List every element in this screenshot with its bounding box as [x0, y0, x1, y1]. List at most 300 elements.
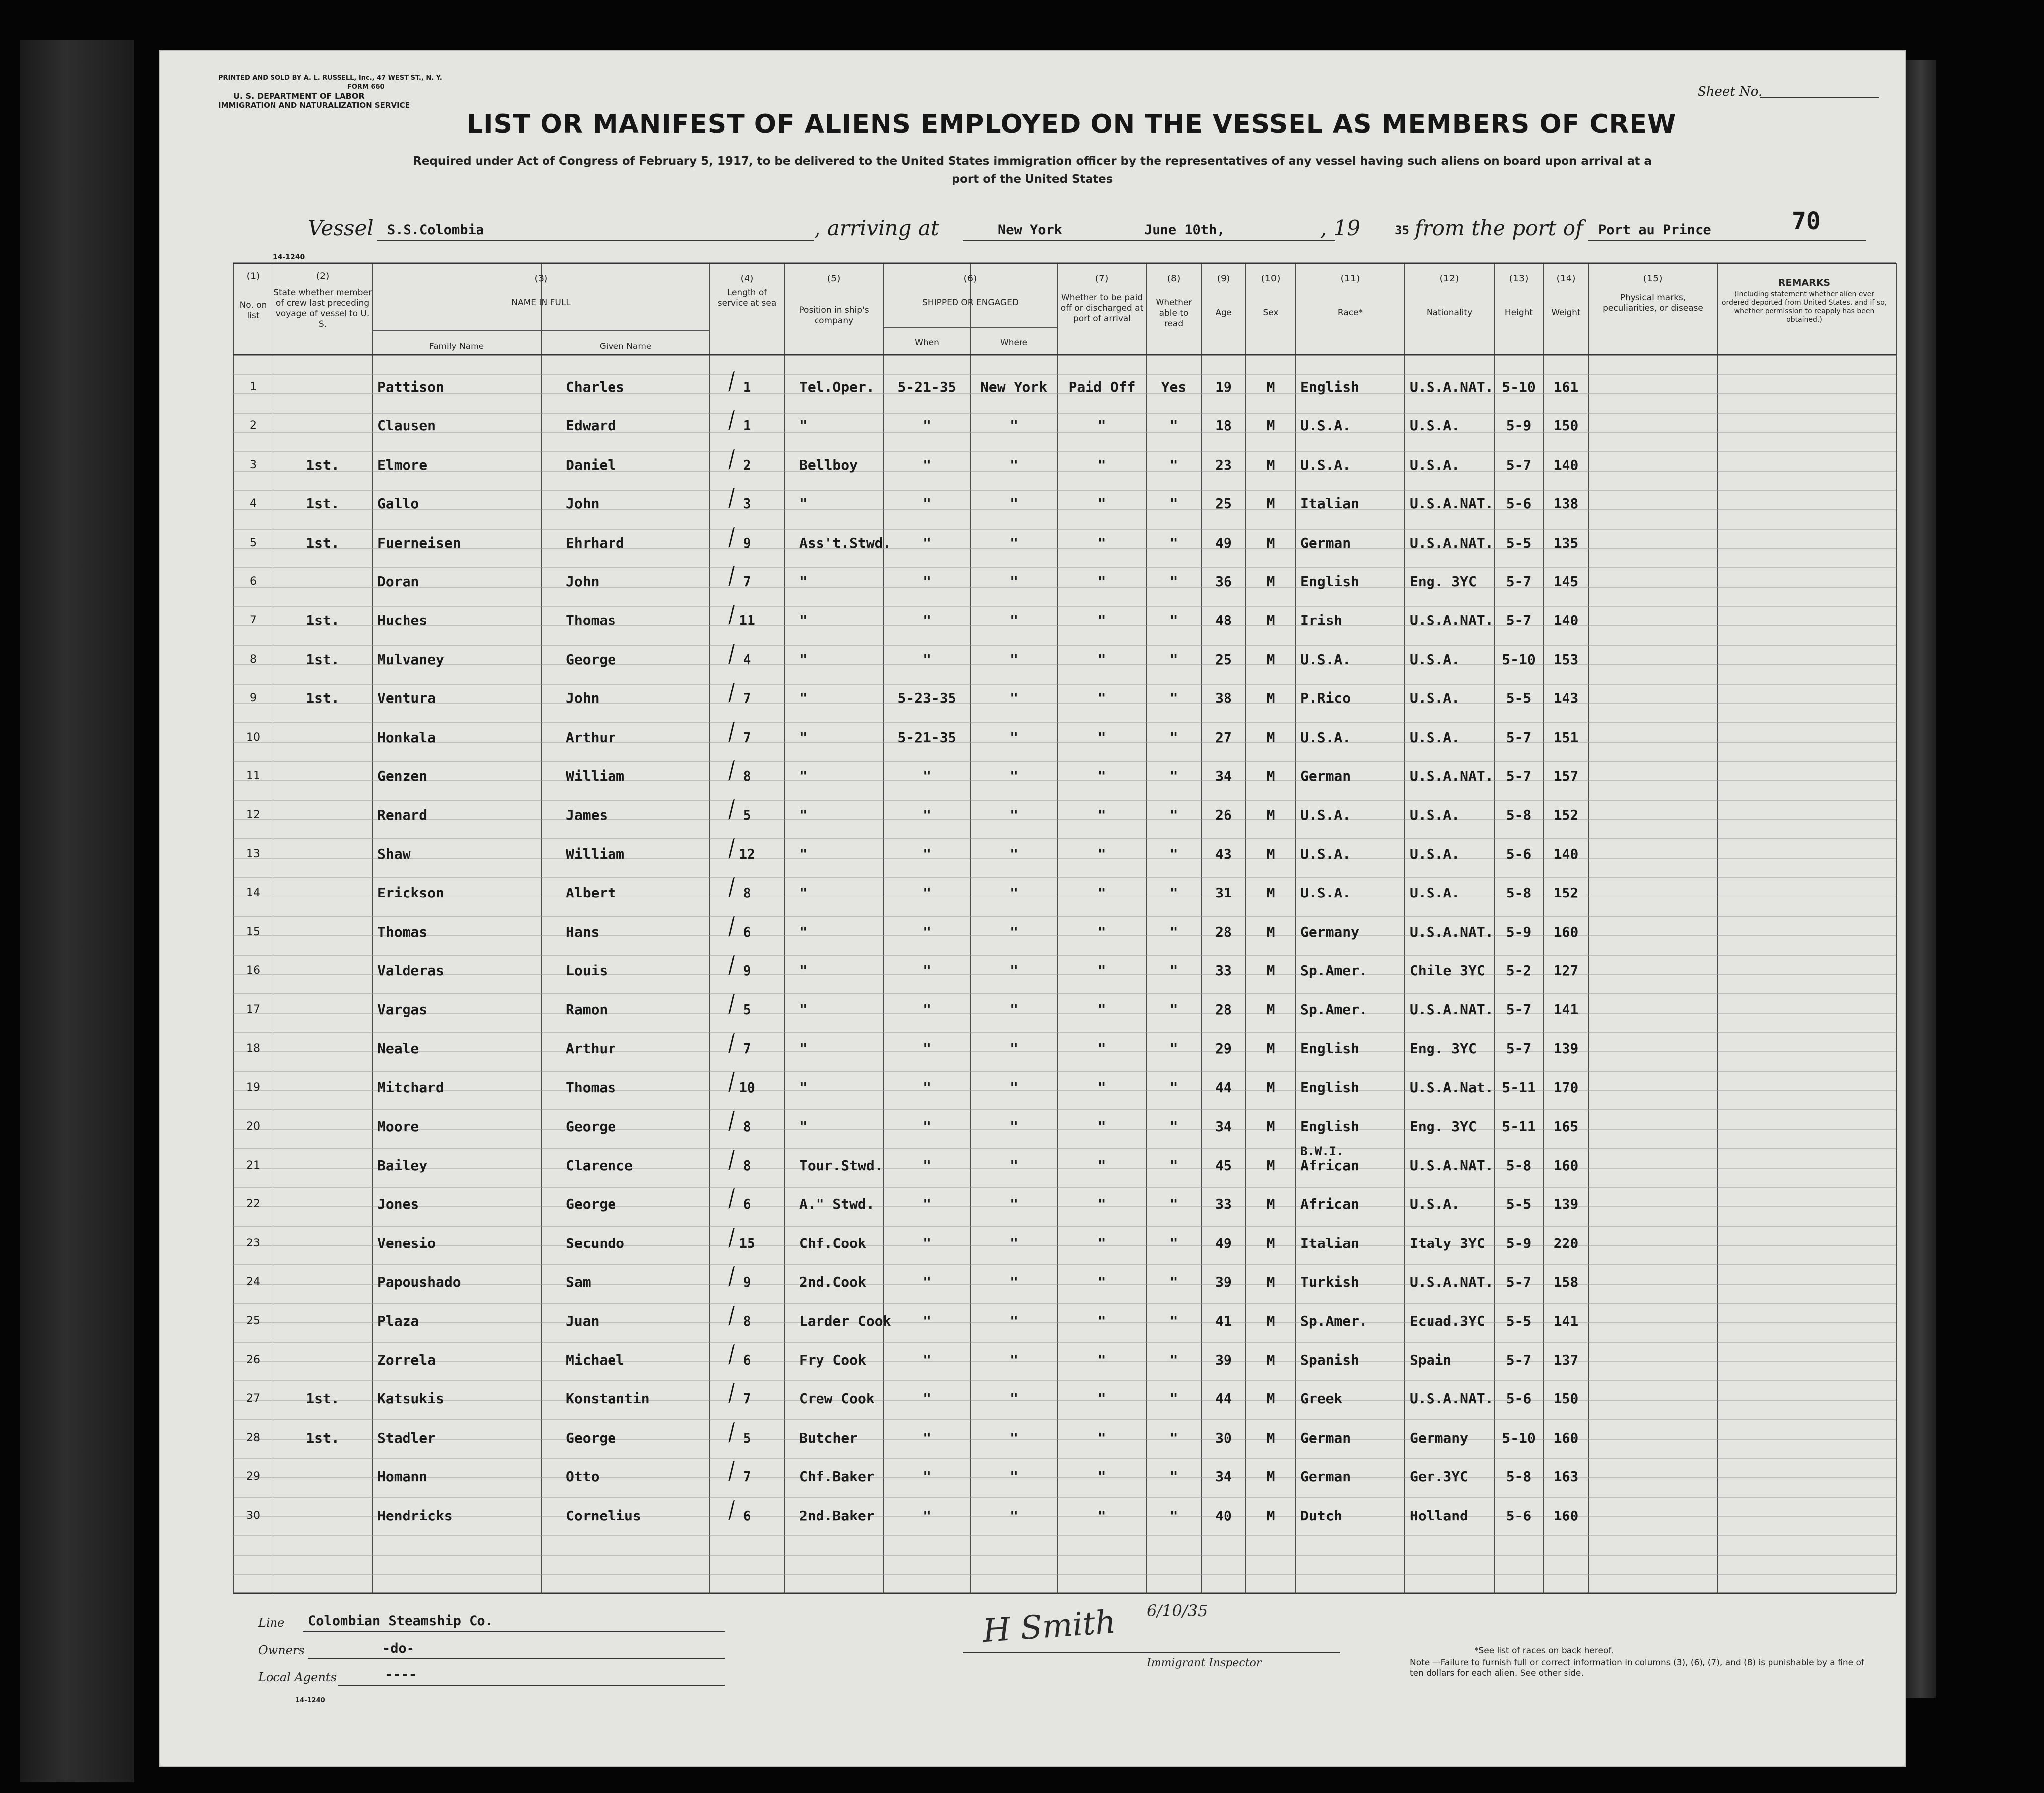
- cell-where: ": [1010, 417, 1018, 434]
- cell-where: ": [1010, 1196, 1018, 1213]
- col14-header: Weight: [1551, 308, 1581, 318]
- check-mark-icon: ⁄: [725, 1030, 738, 1057]
- cell-weight: 152: [1553, 885, 1579, 901]
- cell-nat: Italy 3YC: [1410, 1235, 1485, 1251]
- cell-age: 27: [1215, 729, 1232, 746]
- cell-race: English: [1300, 379, 1360, 395]
- arriving-label: , arriving at: [814, 216, 939, 240]
- cell-family: Gallo: [377, 495, 419, 512]
- cell-when: ": [923, 923, 931, 940]
- cell-read: ": [1169, 1118, 1178, 1135]
- cell-read: ": [1169, 1001, 1178, 1018]
- cell-family: Genzen: [377, 768, 428, 784]
- cell-position: Butcher: [799, 1429, 858, 1446]
- check-mark-icon: ⁄: [725, 680, 738, 707]
- cell-family: Pattison: [377, 379, 444, 395]
- cell-height: 5-7: [1506, 768, 1532, 784]
- cell-no: 2: [250, 419, 257, 432]
- cell-read: Yes: [1161, 379, 1187, 395]
- cell-no: 23: [246, 1237, 260, 1249]
- cell-age: 19: [1215, 379, 1232, 395]
- agents-label: Local Agents: [258, 1670, 337, 1684]
- cell-prev: 1st.: [306, 612, 340, 629]
- cell-age: 44: [1215, 1390, 1232, 1407]
- cell-age: 34: [1215, 1118, 1232, 1135]
- cell-service: 8: [743, 768, 751, 784]
- cell-given: Ramon: [566, 1001, 608, 1018]
- cell-given: Edward: [566, 417, 616, 434]
- cell-weight: 220: [1553, 1235, 1579, 1251]
- cell-position: ": [799, 963, 808, 979]
- cell-service: 6: [743, 1352, 751, 1368]
- cell-age: 34: [1215, 1468, 1232, 1485]
- cell-nat: U.S.A.: [1410, 651, 1460, 668]
- cell-family: Jones: [377, 1196, 419, 1213]
- cell-service: 10: [739, 1079, 755, 1096]
- cell-race: African: [1300, 1157, 1360, 1173]
- col12-header: Nationality: [1426, 308, 1473, 318]
- cell-race: Germany: [1300, 923, 1360, 940]
- cell-paid: ": [1097, 1118, 1106, 1135]
- cell-height: 5-8: [1506, 885, 1532, 901]
- cell-sex: M: [1266, 1157, 1275, 1173]
- cell-race: U.S.A.: [1300, 807, 1351, 824]
- check-mark-icon: ⁄: [725, 602, 738, 629]
- cell-position: Chf.Baker: [799, 1468, 875, 1485]
- cell-no: 3: [250, 458, 257, 471]
- cell-read: ": [1169, 1157, 1178, 1173]
- cell-read: ": [1169, 729, 1178, 746]
- cell-given: Hans: [566, 923, 600, 940]
- cell-service: 5: [743, 807, 751, 824]
- col14-number: (14): [1556, 273, 1576, 284]
- cell-position: A." Stwd.: [799, 1196, 875, 1213]
- cell-nat: U.S.A.: [1410, 1196, 1460, 1213]
- cell-age: 41: [1215, 1312, 1232, 1329]
- check-mark-icon: ⁄: [725, 407, 738, 434]
- cell-service: 1: [743, 379, 751, 395]
- cell-height: 5-8: [1506, 807, 1532, 824]
- col2-number: (2): [316, 271, 330, 281]
- col8-number: (8): [1167, 273, 1181, 284]
- col7-header: Whether to be paid off or discharged at port of arrival: [1060, 293, 1144, 324]
- cell-paid: ": [1097, 690, 1106, 707]
- cell-nat: U.S.A.: [1410, 807, 1460, 824]
- cell-position: ": [799, 807, 808, 824]
- cell-weight: 140: [1553, 456, 1579, 473]
- arrival-port: New York: [998, 222, 1063, 238]
- cell-sex: M: [1266, 456, 1275, 473]
- cell-read: ": [1169, 1274, 1178, 1291]
- cell-given: Clarence: [566, 1157, 633, 1173]
- check-mark-icon: ⁄: [725, 874, 738, 901]
- cell-service: 5: [743, 1429, 751, 1446]
- cell-sex: M: [1266, 1507, 1275, 1524]
- cell-weight: 153: [1553, 651, 1579, 668]
- cell-no: 5: [250, 536, 257, 549]
- col6-header: SHIPPED OR ENGAGED: [922, 298, 1019, 308]
- cell-family: Plaza: [377, 1312, 419, 1329]
- cell-no: 24: [246, 1276, 260, 1289]
- cell-no: 16: [246, 965, 260, 977]
- cell-when: 5-21-35: [897, 379, 956, 395]
- cell-service: 8: [743, 1157, 751, 1173]
- cell-when: ": [923, 573, 931, 590]
- cell-nat: Eng. 3YC: [1410, 1040, 1477, 1057]
- cell-race: English: [1300, 573, 1360, 590]
- cell-no: 21: [246, 1159, 260, 1172]
- penalty-note: Note.—Failure to furnish full or correct information in columns (3), (6), (7), and (8) is punishable by a fine of ten dollars for each alien. See other side.: [1410, 1658, 1864, 1678]
- cell-where: ": [1010, 963, 1018, 979]
- col9-header: Age: [1215, 308, 1232, 318]
- cell-where: ": [1010, 923, 1018, 940]
- check-mark-icon: ⁄: [725, 1497, 738, 1524]
- cell-read: ": [1169, 885, 1178, 901]
- cell-race: English: [1300, 1079, 1360, 1096]
- line-underline: [303, 1631, 725, 1632]
- cell-given: Albert: [566, 885, 616, 901]
- cell-height: 5-7: [1506, 573, 1532, 590]
- agents-value: ----: [385, 1667, 417, 1682]
- cell-when: ": [923, 1157, 931, 1173]
- cell-service: 7: [743, 1390, 751, 1407]
- cell-age: 36: [1215, 573, 1232, 590]
- cell-height: 5-9: [1506, 417, 1532, 434]
- cell-weight: 151: [1553, 729, 1579, 746]
- cell-where: ": [1010, 1468, 1018, 1485]
- cell-when: 5-21-35: [897, 729, 956, 746]
- cell-read: ": [1169, 768, 1178, 784]
- year-prefix: , 19: [1320, 216, 1361, 240]
- sheet-number-label: Sheet No.: [1698, 84, 1763, 99]
- cell-sex: M: [1266, 612, 1275, 629]
- col15-header: Physical marks, peculiarities, or disease: [1603, 293, 1703, 313]
- cell-height: 5-7: [1506, 456, 1532, 473]
- check-mark-icon: ⁄: [725, 1224, 738, 1251]
- from-port-label: from the port of: [1415, 216, 1583, 240]
- cell-when: ": [923, 1274, 931, 1291]
- cell-position: ": [799, 612, 808, 629]
- cell-where: ": [1010, 495, 1018, 512]
- cell-given: George: [566, 651, 616, 668]
- cell-read: ": [1169, 1507, 1178, 1524]
- cell-height: 5-5: [1506, 1196, 1532, 1213]
- cell-prev: 1st.: [306, 1390, 340, 1407]
- cell-paid: Paid Off: [1068, 379, 1136, 395]
- cell-read: ": [1169, 1235, 1178, 1251]
- cell-family: Stadler: [377, 1429, 436, 1446]
- col3-header: NAME IN FULL: [511, 298, 571, 308]
- cell-no: 9: [250, 692, 257, 705]
- printer-line: PRINTED AND SOLD BY A. L. RUSSELL, Inc., 47 WEST ST., N. Y.: [218, 74, 442, 82]
- cell-when: ": [923, 1235, 931, 1251]
- col8-header: Whether able to read: [1156, 298, 1192, 329]
- cell-weight: 139: [1553, 1040, 1579, 1057]
- cell-nat: U.S.A.NAT.: [1410, 923, 1494, 940]
- cell-prev: 1st.: [306, 651, 340, 668]
- manifest-sheet: [159, 50, 1906, 1767]
- col13-number: (13): [1509, 273, 1529, 284]
- cell-when: ": [923, 1429, 931, 1446]
- cell-position: Fry Cook: [799, 1352, 866, 1368]
- cell-race: Sp.Amer.: [1300, 1312, 1367, 1329]
- cell-race: Italian: [1300, 495, 1360, 512]
- cell-race: U.S.A.: [1300, 417, 1351, 434]
- cell-when: ": [923, 1468, 931, 1485]
- signature-line: [963, 1652, 1340, 1653]
- cell-service: 9: [743, 963, 751, 979]
- cell-where: ": [1010, 1312, 1018, 1329]
- cell-given: John: [566, 495, 600, 512]
- cell-family: Fuerneisen: [377, 534, 461, 551]
- cell-nat: U.S.A.NAT.: [1410, 379, 1494, 395]
- cell-where: ": [1010, 807, 1018, 824]
- cell-weight: 163: [1553, 1468, 1579, 1485]
- cell-sex: M: [1266, 379, 1275, 395]
- cell-sex: M: [1266, 690, 1275, 707]
- cell-race: Sp.Amer.: [1300, 1001, 1367, 1018]
- line-value: Colombian Steamship Co.: [308, 1613, 493, 1629]
- cell-where: ": [1010, 573, 1018, 590]
- cell-where: ": [1010, 1507, 1018, 1524]
- check-mark-icon: ⁄: [725, 563, 738, 590]
- cell-paid: ": [1097, 729, 1106, 746]
- cell-race: English: [1300, 1040, 1360, 1057]
- cell-position: 2nd.Cook: [799, 1274, 866, 1291]
- col6-where-header: Where: [1000, 338, 1028, 347]
- cell-given: Secundo: [566, 1235, 625, 1251]
- cell-when: ": [923, 807, 931, 824]
- check-mark-icon: ⁄: [725, 1185, 738, 1213]
- cell-given: William: [566, 768, 625, 784]
- cell-prev: 1st.: [306, 690, 340, 707]
- check-mark-icon: ⁄: [725, 1069, 738, 1096]
- cell-given: Charles: [566, 379, 625, 395]
- cell-sex: M: [1266, 417, 1275, 434]
- cell-sex: M: [1266, 1079, 1275, 1096]
- cell-weight: 160: [1553, 1429, 1579, 1446]
- cell-where: New York: [980, 379, 1047, 395]
- inspector-signature: H Smith: [981, 1603, 1117, 1650]
- cell-service: 7: [743, 573, 751, 590]
- cell-given: John: [566, 690, 600, 707]
- cell-read: ": [1169, 690, 1178, 707]
- cell-position: ": [799, 651, 808, 668]
- cell-height: 5-6: [1506, 495, 1532, 512]
- cell-when: ": [923, 417, 931, 434]
- cell-read: ": [1169, 807, 1178, 824]
- cell-height: 5-6: [1506, 1390, 1532, 1407]
- cell-sex: M: [1266, 885, 1275, 901]
- cell-race: German: [1300, 534, 1351, 551]
- cell-race: German: [1300, 1468, 1351, 1485]
- manifest-title: LIST OR MANIFEST OF ALIENS EMPLOYED ON THE VESSEL AS MEMBERS OF CREW: [467, 109, 1677, 139]
- cell-nat: Ger.3YC: [1410, 1468, 1469, 1485]
- check-mark-icon: ⁄: [725, 1107, 738, 1135]
- cell-where: ": [1010, 1157, 1018, 1173]
- check-mark-icon: ⁄: [725, 1147, 738, 1173]
- cell-position: ": [799, 768, 808, 784]
- cell-age: 25: [1215, 495, 1232, 512]
- cell-sex: M: [1266, 1390, 1275, 1407]
- cell-age: 43: [1215, 845, 1232, 862]
- cell-service: 9: [743, 534, 751, 551]
- cell-race: U.S.A.: [1300, 456, 1351, 473]
- col3-family-header: Family Name: [429, 342, 484, 351]
- cell-race: U.S.A.: [1300, 651, 1351, 668]
- cell-no: 28: [246, 1431, 260, 1444]
- cell-given: James: [566, 807, 608, 824]
- cell-race: U.S.A.: [1300, 729, 1351, 746]
- cell-nat: U.S.A.: [1410, 845, 1460, 862]
- cell-no: 19: [246, 1081, 260, 1094]
- cell-given: William: [566, 845, 625, 862]
- cell-given: Sam: [566, 1274, 591, 1291]
- cell-age: 39: [1215, 1352, 1232, 1368]
- form-code-top: 14-1240: [273, 253, 305, 261]
- cell-given: Michael: [566, 1352, 625, 1368]
- check-mark-icon: ⁄: [725, 796, 738, 824]
- cell-read: ": [1169, 1468, 1178, 1485]
- cell-height: 5-9: [1506, 1235, 1532, 1251]
- cell-service: 5: [743, 1001, 751, 1018]
- cell-when: ": [923, 1001, 931, 1018]
- cell-service: 15: [739, 1235, 755, 1251]
- cell-age: 26: [1215, 807, 1232, 824]
- cell-position: Larder Cook: [799, 1312, 891, 1329]
- cell-nat: U.S.A.Nat.: [1410, 1079, 1494, 1096]
- cell-read: ": [1169, 651, 1178, 668]
- col15-number: (15): [1643, 273, 1663, 284]
- cell-nat: U.S.A.NAT.: [1410, 1001, 1494, 1018]
- cell-no: 10: [246, 731, 260, 744]
- cell-when: ": [923, 651, 931, 668]
- cell-weight: 137: [1553, 1352, 1579, 1368]
- cell-paid: ": [1097, 1040, 1106, 1057]
- col11-header: Race*: [1337, 308, 1363, 318]
- cell-paid: ": [1097, 845, 1106, 862]
- remarks-note: (Including statement whether alien ever ordered deported from United States, and if so, whether permission to reapply has been obtained.): [1721, 290, 1887, 324]
- cell-family: Katsukis: [377, 1390, 444, 1407]
- vessel-name: S.S.Colombia: [387, 222, 484, 238]
- col2-header: State whether member of crew last preceding voyage of vessel to U. S.: [273, 288, 372, 329]
- cell-race: Irish: [1300, 612, 1343, 629]
- cell-when: ": [923, 1079, 931, 1096]
- cell-given: George: [566, 1118, 616, 1135]
- cell-when: ": [923, 1312, 931, 1329]
- cell-position: Tel.Oper.: [799, 379, 875, 395]
- cell-family: Mulvaney: [377, 651, 444, 668]
- cell-race: Dutch: [1300, 1507, 1343, 1524]
- cell-given: George: [566, 1196, 616, 1213]
- cell-read: ": [1169, 1429, 1178, 1446]
- cell-race: German: [1300, 1429, 1351, 1446]
- cell-paid: ": [1097, 1468, 1106, 1485]
- binder-edge-right: [1906, 60, 1936, 1698]
- cell-where: ": [1010, 1235, 1018, 1251]
- cell-weight: 138: [1553, 495, 1579, 512]
- cell-prev: 1st.: [306, 534, 340, 551]
- cell-position: ": [799, 923, 808, 940]
- cell-sex: M: [1266, 1235, 1275, 1251]
- cell-where: ": [1010, 1274, 1018, 1291]
- cell-paid: ": [1097, 1235, 1106, 1251]
- check-mark-icon: ⁄: [725, 1419, 738, 1446]
- cell-nat: Eng. 3YC: [1410, 573, 1477, 590]
- cell-no: 14: [246, 887, 260, 899]
- cell-no: 22: [246, 1198, 260, 1211]
- cell-position: ": [799, 885, 808, 901]
- cell-age: 45: [1215, 1157, 1232, 1173]
- cell-position: ": [799, 1001, 808, 1018]
- cell-family: Homann: [377, 1468, 428, 1485]
- cell-weight: 152: [1553, 807, 1579, 824]
- col6-number: (6): [963, 273, 977, 284]
- cell-height: 5-7: [1506, 1274, 1532, 1291]
- cell-position: Bellboy: [799, 456, 858, 473]
- cell-weight: 135: [1553, 534, 1579, 551]
- cell-no: 11: [246, 770, 260, 782]
- cell-family: Huches: [377, 612, 428, 629]
- cell-family: Erickson: [377, 885, 444, 901]
- cell-weight: 170: [1553, 1079, 1579, 1096]
- arrival-date: June 10th,: [1144, 222, 1225, 238]
- cell-read: ": [1169, 1352, 1178, 1368]
- col7-number: (7): [1095, 273, 1109, 284]
- cell-sex: M: [1266, 923, 1275, 940]
- col3-given-header: Given Name: [599, 342, 652, 351]
- cell-where: ": [1010, 1118, 1018, 1135]
- inspector-label: Immigrant Inspector: [1147, 1657, 1262, 1669]
- cell-race: Spanish: [1300, 1352, 1360, 1368]
- cell-when: ": [923, 612, 931, 629]
- cell-weight: 150: [1553, 1390, 1579, 1407]
- cell-where: ": [1010, 651, 1018, 668]
- cell-paid: ": [1097, 1079, 1106, 1096]
- check-mark-icon: ⁄: [725, 1458, 738, 1485]
- form-number: FORM 660: [347, 83, 385, 91]
- cell-age: 31: [1215, 885, 1232, 901]
- cell-paid: ": [1097, 1429, 1106, 1446]
- cell-paid: ": [1097, 1390, 1106, 1407]
- cell-position: ": [799, 1118, 808, 1135]
- cell-when: 5-23-35: [897, 690, 956, 707]
- cell-height: 5-8: [1506, 1157, 1532, 1173]
- cell-age: 48: [1215, 612, 1232, 629]
- cell-where: ": [1010, 885, 1018, 901]
- cell-height: 5-5: [1506, 534, 1532, 551]
- cell-family: Shaw: [377, 845, 411, 862]
- cell-weight: 160: [1553, 1507, 1579, 1524]
- cell-weight: 140: [1553, 845, 1579, 862]
- cell-when: ": [923, 845, 931, 862]
- cell-position: Crew Cook: [799, 1390, 875, 1407]
- col5-number: (5): [827, 273, 841, 284]
- cell-nat: Chile 3YC: [1410, 963, 1485, 979]
- cell-paid: ": [1097, 417, 1106, 434]
- cell-race: Sp.Amer.: [1300, 963, 1367, 979]
- cell-given: Ehrhard: [566, 534, 625, 551]
- cell-paid: ": [1097, 1001, 1106, 1018]
- cell-nat: U.S.A.NAT.: [1410, 1390, 1494, 1407]
- cell-height: 5-7: [1506, 612, 1532, 629]
- cell-race: Greek: [1300, 1390, 1343, 1407]
- cell-paid: ": [1097, 573, 1106, 590]
- col4-header: Length of service at sea: [717, 288, 777, 308]
- races-footnote: *See list of races on back hereof.: [1474, 1646, 1614, 1655]
- cell-when: ": [923, 963, 931, 979]
- cell-sex: M: [1266, 1040, 1275, 1057]
